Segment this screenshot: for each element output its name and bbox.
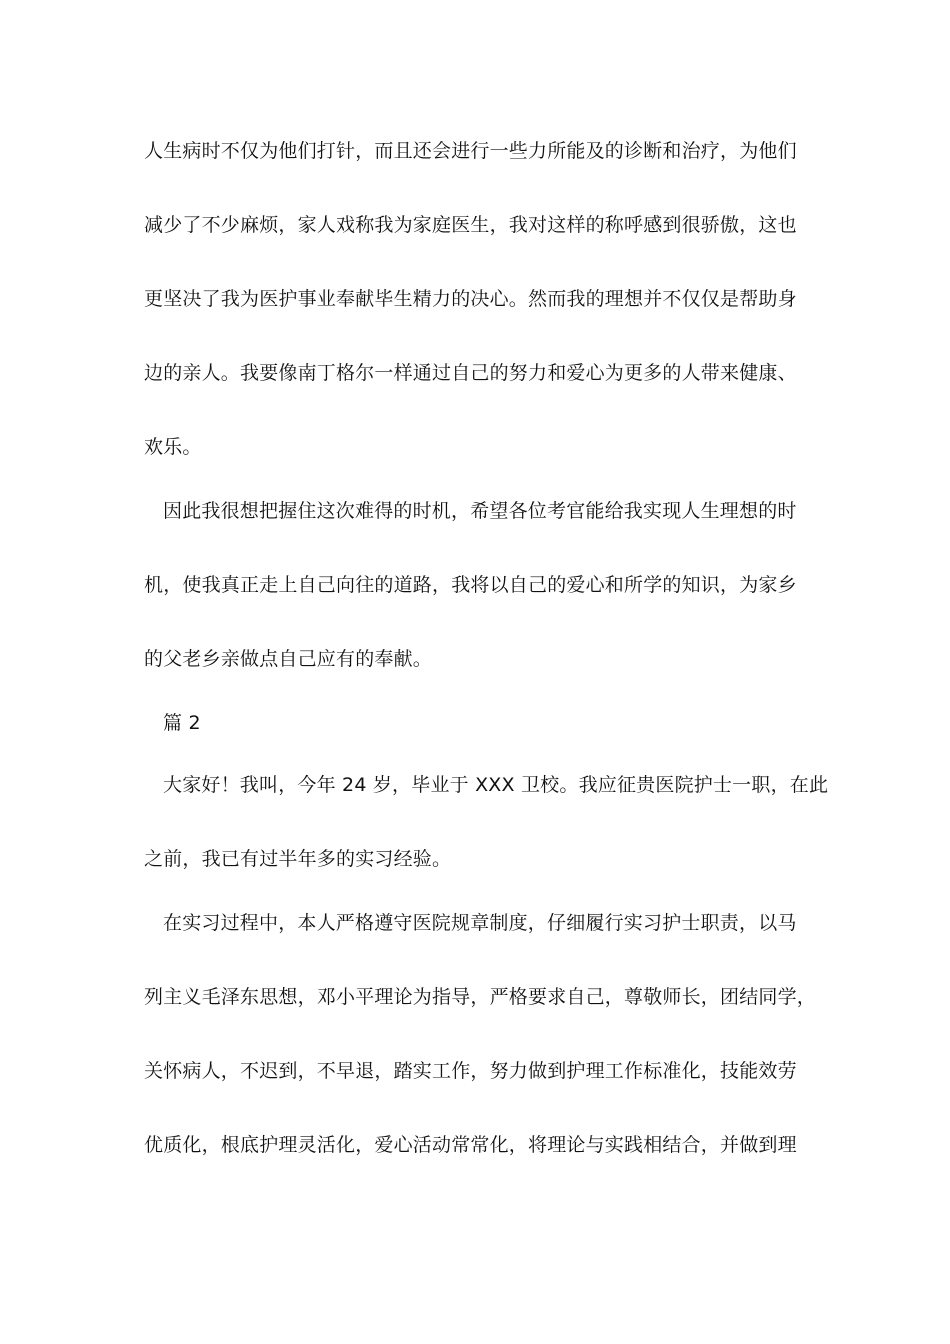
paragraph-line: 之前，我已有过半年多的实习经验。 [144,848,452,870]
paragraph-line: 关怀病人，不迟到，不早退，踏实工作，努力做到护理工作标准化，技能效劳 [144,1060,797,1082]
paragraph-line: 大家好！我叫，今年 24 岁，毕业于 XXX 卫校。我应征贵医院护士一职，在此 [163,774,829,796]
paragraph-line: 人生病时不仅为他们打针，而且还会进行一些力所能及的诊断和治疗，为他们 [144,140,797,162]
paragraph-line: 因此我很想把握住这次难得的时机，希望各位考官能给我实现人生理想的时 [163,500,797,522]
paragraph-line: 减少了不少麻烦，家人戏称我为家庭医生，我对这样的称呼感到很骄傲，这也 [144,214,797,236]
paragraph-line: 机，使我真正走上自己向往的道路，我将以自己的爱心和所学的知识，为家乡 [144,574,797,596]
paragraph-line: 更坚决了我为医护事业奉献毕生精力的决心。然而我的理想并不仅仅是帮助身 [144,288,797,310]
paragraph-line: 列主义毛泽东思想，邓小平理论为指导，严格要求自己，尊敬师长，团结同学， [144,986,817,1008]
paragraph-line: 欢乐。 [144,436,202,458]
paragraph-line: 在实习过程中，本人严格遵守医院规章制度，仔细履行实习护士职责，以马 [163,912,797,934]
paragraph-line: 优质化，根底护理灵活化，爱心活动常常化，将理论与实践相结合，并做到理 [144,1134,797,1156]
paragraph-line: 边的亲人。我要像南丁格尔一样通过自己的努力和爱心为更多的人带来健康、 [144,362,797,384]
section-heading: 篇 2 [163,712,201,734]
paragraph-line: 的父老乡亲做点自己应有的奉献。 [144,648,433,670]
